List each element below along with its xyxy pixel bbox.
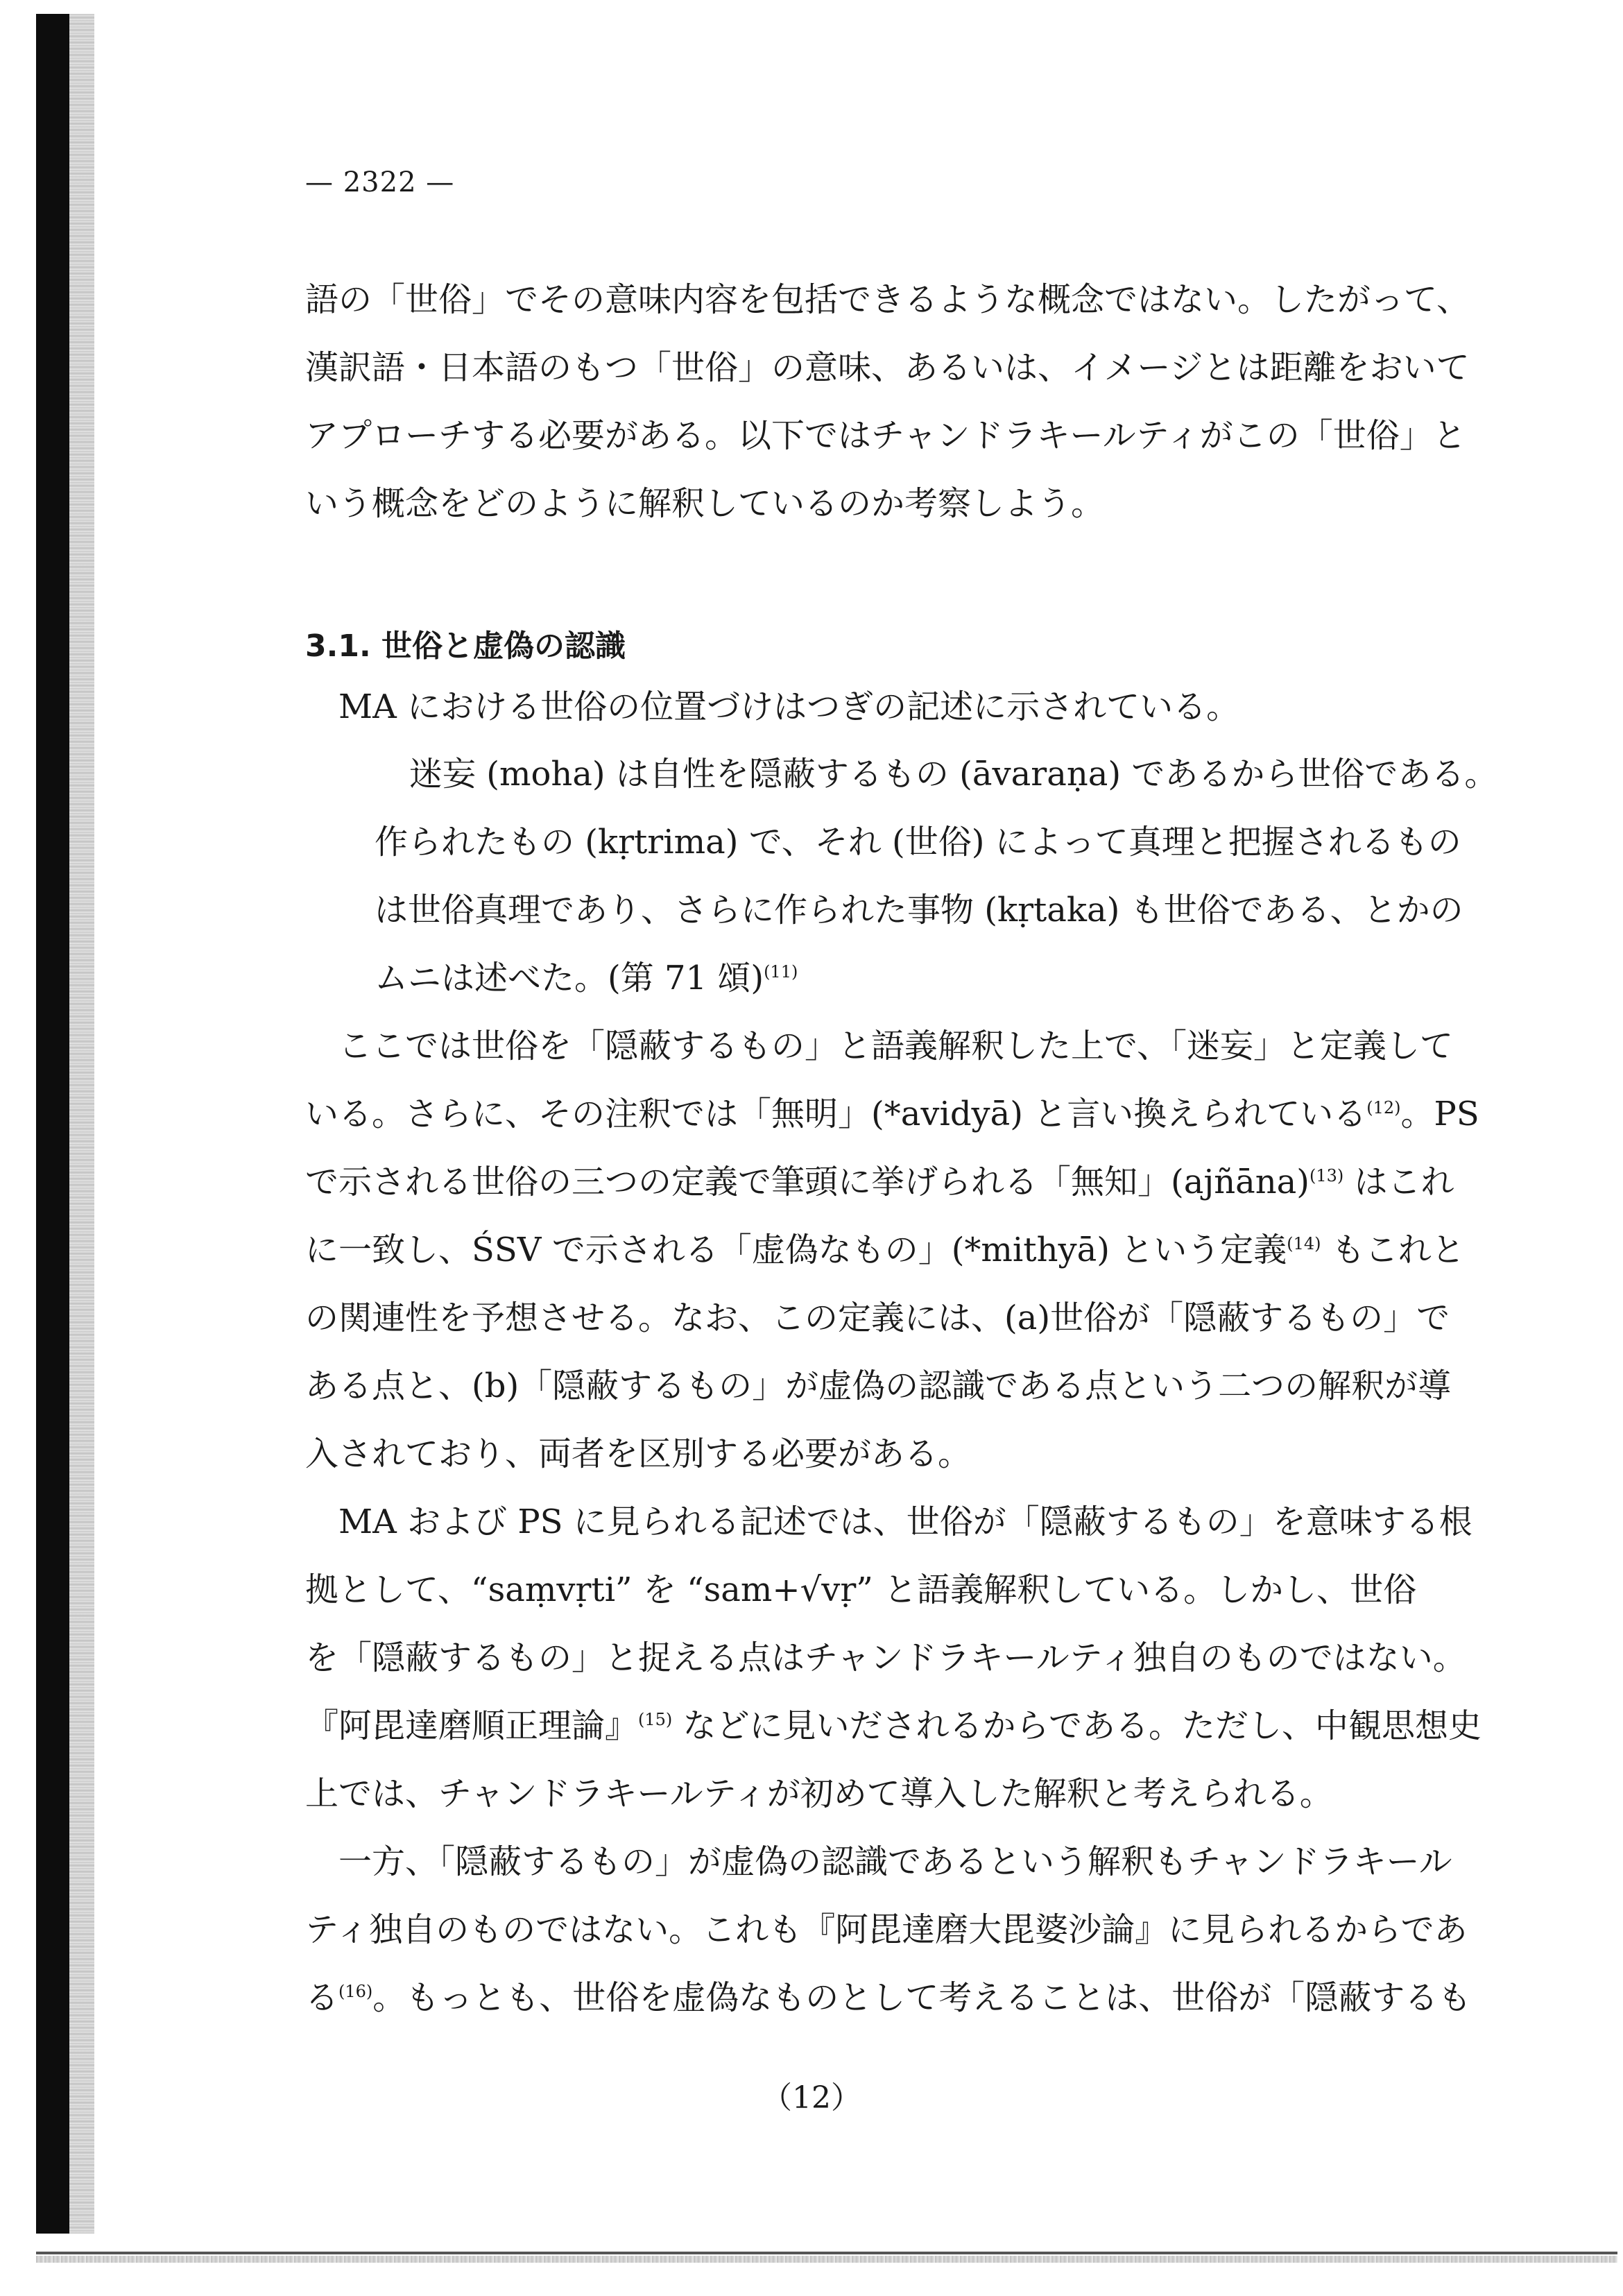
scan-edge-speckle bbox=[69, 14, 94, 2234]
footnote-ref[interactable]: (15) bbox=[638, 1710, 673, 1729]
body-line: いう概念をどのように解釈しているのか考察しよう。 bbox=[305, 484, 1105, 523]
quote-line: 作られたもの (kṛtrima) で、それ (世俗) によって真理と把握されるもの bbox=[375, 823, 1461, 862]
footnote-ref[interactable]: (16) bbox=[338, 1982, 373, 2001]
body-line: の関連性を予想させる。なお、この定義には、(a)世俗が「隠蔽するもの」で bbox=[305, 1299, 1450, 1337]
body-line: MA および PS に見られる記述では、世俗が「隠蔽するもの」を意味する根 bbox=[338, 1502, 1472, 1541]
body-text: 『阿毘達磨順正理論』 bbox=[305, 1706, 639, 1745]
footnote-ref[interactable]: (12) bbox=[1366, 1098, 1401, 1117]
body-line: ここでは世俗を「隠蔽するもの」と語義解釈した上で、「迷妄」と定義して bbox=[338, 1027, 1454, 1065]
body-line bbox=[305, 1233, 1512, 1267]
footnote-ref[interactable]: (13) bbox=[1309, 1166, 1344, 1185]
body-text: もこれと bbox=[1321, 1231, 1465, 1269]
body-line bbox=[305, 1978, 1512, 2017]
body-text: で示される世俗の三つの定義で筆頭に挙げられる「無知」(ajñāna) bbox=[305, 1163, 1310, 1201]
body-line bbox=[305, 1706, 1512, 1745]
scan-binding-shadow bbox=[36, 14, 69, 2234]
quote-line: 迷妄 (moha) は自性を隠蔽するもの (āvaraṇa) であるから世俗である。 bbox=[409, 755, 1498, 794]
section-heading: 3.1. 世俗と虚偽の認識 bbox=[305, 628, 626, 664]
body-text: に一致し、ŚSV で示される「虚偽なもの」(*mithyā) という定義 bbox=[305, 1231, 1287, 1269]
body-line: アプローチする必要がある。以下ではチャンドラキールティがこの「世俗」と bbox=[305, 416, 1466, 455]
body-line bbox=[305, 1165, 1512, 1199]
page-number-bottom: （12） bbox=[762, 2080, 861, 2116]
quote-line: は世俗真理であり、さらに作られた事物 (kṛtaka) も世俗である、とかの bbox=[375, 891, 1463, 929]
body-line: ティ独自のものではない。これも『阿毘達磨大毘婆沙論』に見られるからであ bbox=[305, 1910, 1468, 1949]
footnote-ref[interactable]: (14) bbox=[1287, 1234, 1321, 1253]
body-text: る bbox=[305, 1978, 339, 2017]
body-line: 語の「世俗」でその意味内容を包括できるような概念ではない。したがって、 bbox=[305, 280, 1470, 319]
footnote-ref[interactable]: (11) bbox=[764, 962, 798, 982]
scan-bottom-speckle bbox=[36, 2256, 1617, 2263]
body-text: いる。さらに、その注釈では「無明」(*avidyā) と言い換えられている bbox=[305, 1095, 1367, 1133]
body-line: ある点と、(b)「隠蔽するもの」が虚偽の認識である点という二つの解釈が導 bbox=[305, 1367, 1452, 1405]
scan-bottom-edge bbox=[36, 2252, 1617, 2254]
body-text: 。もっとも、世俗を虚偽なものとして考えることは、世俗が「隠蔽するも bbox=[372, 1978, 1472, 2017]
body-line: 拠として、“saṃvṛti” を “sam+√vṛ” と語義解釈している。しかし、世俗 bbox=[305, 1570, 1417, 1609]
body-text: はこれ bbox=[1343, 1163, 1454, 1201]
body-line: 一方、「隠蔽するもの」が虚偽の認識であるという解釈もチャンドラキール bbox=[338, 1842, 1452, 1881]
body-line: を「隠蔽するもの」と捉える点はチャンドラキールティ独自のものではない。 bbox=[305, 1638, 1466, 1677]
page-number-top: — 2322 — bbox=[305, 166, 455, 198]
body-text: などに見いだされるからである。ただし、中観思想史 bbox=[672, 1706, 1482, 1745]
body-line: MA における世俗の位置づけはつぎの記述に示されている。 bbox=[338, 687, 1240, 726]
body-line: 上では、チャンドラキールティが初めて導入した解釈と考えられる。 bbox=[305, 1774, 1333, 1813]
body-text: 。PS bbox=[1400, 1095, 1479, 1133]
body-line: 漢訳語・日本語のもつ「世俗」の意味、あるいは、イメージとは距離をおいて bbox=[305, 348, 1470, 387]
body-line bbox=[305, 1097, 1512, 1131]
quote-text: ムニは述べた。(第 71 頌) bbox=[375, 959, 764, 997]
quote-line bbox=[375, 961, 1498, 995]
body-line: 入されており、両者を区別する必要がある。 bbox=[305, 1434, 972, 1473]
